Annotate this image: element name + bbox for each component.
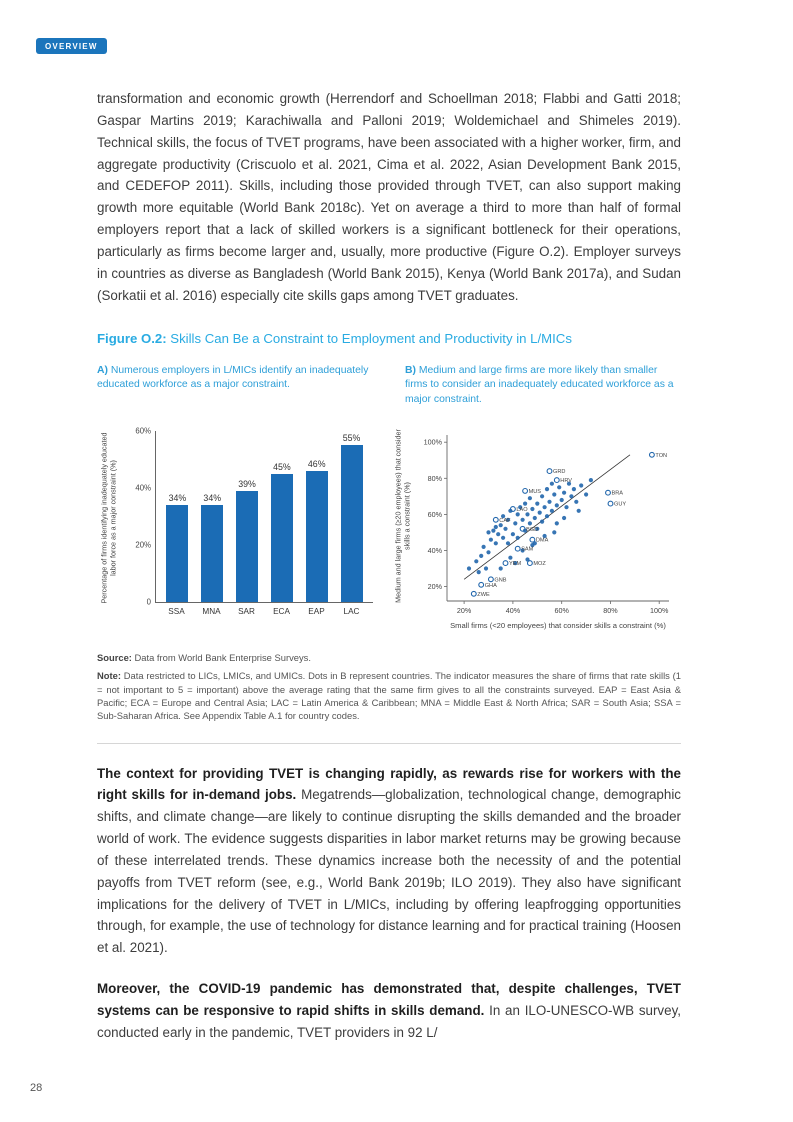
- country-code-label: GRD: [553, 469, 566, 476]
- x-tick-label: 80%: [603, 606, 618, 615]
- bar-EAP: [306, 471, 328, 602]
- scatter-dot: [494, 525, 498, 529]
- bar-chart-body: [121, 425, 373, 633]
- figure-title: [97, 330, 681, 348]
- country-code-label: GNB: [494, 577, 507, 584]
- scatter-dot: [562, 516, 566, 520]
- scatter-dot: [491, 529, 495, 533]
- y-tick-label: 20%: [427, 582, 442, 592]
- scatter-dot: [474, 559, 478, 563]
- scatter-panel-b: [393, 425, 681, 633]
- scatter-dot: [533, 516, 537, 520]
- bar-category-label: LAC: [343, 607, 360, 616]
- scatter-dot: [516, 536, 520, 540]
- y-tick-label: 100%: [423, 437, 442, 447]
- scatter-dot: [486, 550, 490, 554]
- y-tick-label: 80%: [427, 473, 442, 483]
- scatter-dot: [569, 494, 573, 498]
- figure-charts: [97, 425, 681, 633]
- bar-value-label: 45%: [273, 461, 291, 472]
- scatter-dot-labeled: [608, 501, 613, 506]
- bar-y-axis-label-text: Percentage of firms identifying inadequately educated labor force as a major constraint (%): [99, 432, 118, 604]
- scatter-dot-labeled: [471, 591, 476, 596]
- figure-source: [97, 651, 681, 664]
- figure-title-text: Skills Can Be a Constraint to Employment and Productivity in L/MICs: [166, 331, 572, 347]
- scatter-dot: [499, 566, 503, 570]
- scatter-dot-labeled: [528, 561, 533, 566]
- scatter-dot-labeled: [503, 561, 508, 566]
- caption-b-text: Medium and large firms are more likely than smaller firms to consider an inadequately educated workforce as a major constraint.: [405, 364, 674, 405]
- scatter-dot-labeled: [530, 537, 535, 542]
- bar-category-label: SSA: [168, 607, 185, 616]
- scatter-dot: [545, 487, 549, 491]
- bar-ECA: [271, 474, 293, 602]
- scatter-dot: [528, 496, 532, 500]
- page-number: 28: [30, 1082, 43, 1094]
- country-code-label: HRV: [560, 478, 573, 485]
- scatter-dot: [557, 485, 561, 489]
- scatter-dot: [552, 530, 556, 534]
- source-label: Source:: [97, 652, 132, 663]
- scatter-dot: [572, 487, 576, 491]
- x-tick-label: 20%: [456, 606, 472, 615]
- country-code-label: CAF: [499, 517, 511, 524]
- scatter-x-axis-label: Small firms (<20 employees) that consider skills a constraint (%): [450, 621, 666, 630]
- bar-y-tick: 20%: [135, 540, 151, 550]
- country-code-label: GUY: [614, 501, 627, 508]
- bar-plot: [135, 426, 373, 607]
- scatter-dot-labeled: [493, 517, 498, 522]
- paragraph-2-rest: Megatrends—globalization, technological change, demographic shifts, and climate change—are likely to continue disrupting the skills demanded and the broader world of work. The evidence suggests disparities in labor market returns may be growing because of these interrelated trends. These dynamics increase both the necessity of and the potential payoffs from TVET reform (see, e.g., World Bank 2019b; ILO 2019). They also have significant implications for the delivery of TVET in L/MICs, including by offering leapfrogging opportunities through, for example, the use of technology for distance learning and for practical training (Hoosen et al. 2021).: [97, 787, 681, 956]
- scatter-dot: [564, 505, 568, 509]
- scatter-dot: [555, 521, 559, 525]
- scatter-dot: [555, 503, 559, 507]
- scatter-dot: [494, 541, 498, 545]
- country-code-label: DMA: [535, 537, 549, 544]
- x-tick-label: 40%: [505, 606, 521, 615]
- country-code-label: MUS: [528, 488, 542, 495]
- bar-category-label: MNA: [202, 607, 221, 616]
- bar-column: [161, 431, 193, 602]
- scatter-dot-labeled: [479, 582, 484, 587]
- paragraph-2-lead: The context for providing TVET is changing rapidly, as rewards rise for workers with the right skills for in-demand jobs.: [97, 765, 681, 803]
- bar-category-label: SAR: [238, 607, 255, 616]
- scatter-dot: [577, 509, 581, 513]
- note-label: Note:: [97, 670, 121, 682]
- source-text: Data from World Bank Enterprise Surveys.: [131, 652, 311, 663]
- figure-label: Figure O.2:: [97, 331, 167, 347]
- scatter-dot-labeled: [650, 452, 655, 457]
- scatter-dot: [523, 502, 527, 506]
- scatter-dot: [528, 521, 532, 525]
- scatter-dot: [508, 556, 512, 560]
- scatter-dot: [552, 492, 556, 496]
- caption-a-lead: A): [97, 364, 108, 376]
- bar-row: [156, 431, 373, 602]
- bar-SAR: [236, 491, 258, 602]
- country-code-label: TON: [655, 452, 668, 459]
- scatter-dot: [562, 491, 566, 495]
- scatter-dot: [489, 538, 493, 542]
- scatter-dot: [540, 520, 544, 524]
- scatter-dot: [550, 509, 554, 513]
- bar-chart-panel-a: [97, 425, 373, 633]
- bar-value-label: 34%: [203, 493, 222, 504]
- bar-y-tick: 60%: [135, 426, 151, 436]
- bar-value-label: 46%: [307, 458, 326, 469]
- scatter-dot: [467, 566, 471, 570]
- scatter-y-axis-label: [393, 425, 413, 607]
- bar-SSA: [166, 505, 188, 602]
- bar-column: [336, 431, 368, 602]
- country-code-label: ZWE: [477, 591, 490, 598]
- scatter-dot: [511, 532, 515, 536]
- y-tick-label: 60%: [427, 509, 442, 519]
- caption-b-lead: B): [405, 364, 416, 376]
- scatter-svg: [413, 425, 681, 633]
- scatter-dot: [530, 507, 534, 511]
- country-code-label: YEM: [509, 561, 522, 568]
- scatter-dot: [503, 527, 507, 531]
- bar-value-label: 55%: [342, 433, 361, 444]
- note-text: Data restricted to LICs, LMICs, and UMICs. Dots in B represent countries. The indicator measures the share of firms that rate skills (1 = not important to 5 = important) above the average rating that the same firm gives to all the constraints surveyed. EAP = East Asia & Pacific; ECA = Europe and Central Asia; LAC = Latin America & Caribbean; MNA = Middle East & North Africa; SAR = South Asia; SSA = Sub-Saharan Africa. See Appendix Table A.1 for country codes.: [97, 670, 681, 722]
- scatter-dot: [513, 521, 517, 525]
- scatter-dot: [477, 570, 481, 574]
- scatter-dot: [521, 518, 525, 522]
- country-code-label: BRA: [611, 490, 624, 497]
- bar-column: [196, 431, 228, 602]
- bar-MNA: [201, 505, 223, 602]
- scatter-dot: [579, 483, 583, 487]
- paragraph-3-rest: In an ILO-UNESCO-WB survey, conducted early in the pandemic, TVET providers in 92 L/: [97, 1002, 681, 1040]
- bar-column: [301, 431, 333, 602]
- bar-cats: [155, 603, 373, 616]
- scatter-dot-labeled: [515, 546, 520, 551]
- y-tick-label: 40%: [427, 546, 442, 555]
- paragraph-3: [97, 978, 681, 1044]
- bar-y-tick: 0: [146, 597, 151, 607]
- bar-column: [266, 431, 298, 602]
- x-tick-label: 60%: [554, 606, 569, 615]
- country-code-label: LAO: [516, 507, 528, 513]
- bar-category-label: EAP: [308, 607, 325, 616]
- caption-b: [405, 364, 681, 407]
- bar-column: [231, 431, 263, 602]
- caption-a: [97, 364, 373, 407]
- country-code-label: GHA: [484, 582, 497, 589]
- scatter-dot-labeled: [554, 478, 559, 483]
- scatter-dot-labeled: [547, 469, 552, 474]
- scatter-dot: [479, 554, 483, 558]
- scatter-dot: [584, 492, 588, 496]
- bar-value-label: 39%: [238, 478, 256, 489]
- paragraph-1: transformation and economic growth (Herrendorf and Schoellman 2018; Flabbi and Gatti 2018; Gaspar Martins 2019; Karachiwalla and Palloni 2019; Woldemichael and Shimeles 2019). Technical skills, the focus of TVET programs, have been associated with a higher worker, firm, and aggregate productivity (Criscuolo et al. 2021, Cima et al. 2022, Asian Development Bank 2015, and CEDEFOP 2011). Skills, including those provided through TVET, can also support making growth more equitable (World Bank 2018c). Yet on average a third to more than half of formal employers report that a lack of skilled workers is a significant bottleneck for their operations, particularly as firms become larger and, usually, more productive (Figure O.2). Employer surveys in countries as diverse as Bangladesh (World Bank 2015), Kenya (World Bank 2017a), and Sudan (Sorkatii et al. 2016) especially cite skills gaps among TVET graduates.: [97, 91, 681, 303]
- figure-captions: [97, 364, 681, 407]
- content-column: [97, 88, 681, 1044]
- scatter-y-axis-label-text: Medium and large firms (≥20 employees) that consider skills a constraint (%): [393, 429, 412, 603]
- scatter-dot-labeled: [523, 489, 528, 494]
- bar-y-tick: 40%: [135, 483, 151, 493]
- scatter-dot: [484, 566, 488, 570]
- scatter-dot: [535, 502, 539, 506]
- scatter-dot: [589, 478, 593, 482]
- bar-value-label: 34%: [168, 493, 187, 504]
- country-code-label: SAM: [521, 546, 534, 553]
- x-tick-label: 100%: [650, 606, 669, 615]
- scatter-dot-labeled: [489, 577, 494, 582]
- scatter-dot: [506, 541, 510, 545]
- scatter-dot: [501, 536, 505, 540]
- scatter-dot: [482, 545, 486, 549]
- country-code-label: BGD: [526, 526, 539, 533]
- scatter-dot: [560, 498, 564, 502]
- overview-badge: OVERVIEW: [36, 38, 107, 54]
- scatter-dot: [545, 514, 549, 518]
- scatter-dot: [486, 530, 490, 534]
- scatter-dot: [538, 511, 542, 515]
- bar-y-axis-label: [97, 425, 121, 611]
- country-code-label: MOZ: [533, 561, 546, 568]
- scatter-dot: [547, 500, 551, 504]
- caption-a-text: Numerous employers in L/MICs identify an inadequately educated workforce as a major constraint.: [97, 364, 369, 391]
- paragraph-3-lead: Moreover, the COVID-19 pandemic has demonstrated that, despite challenges, TVET systems can be responsive to rapid shifts in skills demand.: [97, 981, 681, 1018]
- scatter-dot: [550, 482, 554, 486]
- scatter-dot: [496, 532, 500, 536]
- section-divider: [97, 743, 681, 744]
- figure-note: [97, 669, 681, 722]
- scatter-dot: [574, 500, 578, 504]
- scatter-dot-labeled: [606, 490, 611, 495]
- paragraph-2: [97, 763, 681, 960]
- scatter-dot: [543, 505, 547, 509]
- bar-category-label: ECA: [273, 607, 290, 616]
- bar-LAC: [341, 445, 363, 602]
